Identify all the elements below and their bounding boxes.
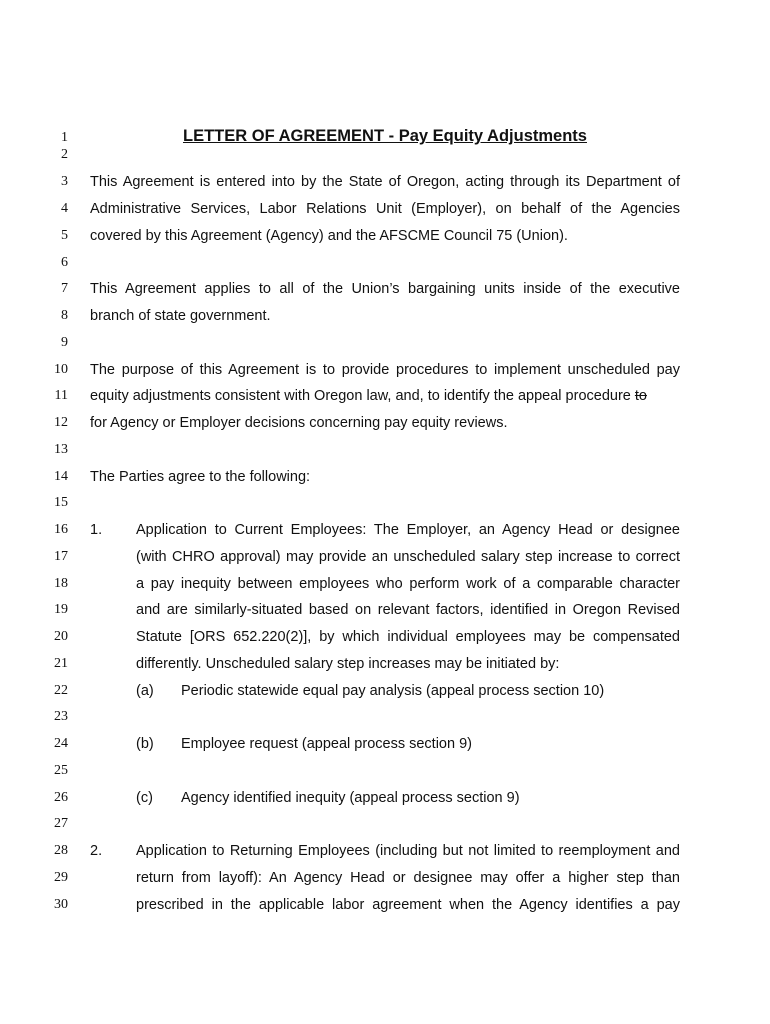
line-number: 11 [54, 388, 68, 403]
line-number: 17 [54, 549, 68, 564]
line-number: 22 [54, 683, 68, 698]
paragraph-text: equity adjustments consistent with Oregon law, and, to identify the appeal procedure [90, 388, 635, 404]
item-line: prescribed in the applicable labor agreement when the Agency identifies a pay [136, 897, 680, 913]
paragraph-line: The purpose of this Agreement is to provide procedures to implement unscheduled pay [90, 362, 680, 378]
paragraph-line [90, 387, 647, 405]
line-number: 19 [54, 602, 68, 617]
item-line: (with CHRO approval) may provide an unscheduled salary step increase to correct [136, 549, 680, 565]
item-line: return from layoff): An Agency Head or designee may offer a higher step than [136, 870, 680, 886]
paragraph-line: for Agency or Employer decisions concerning pay equity reviews. [90, 415, 508, 431]
line-number: 9 [61, 335, 68, 350]
line-number: 26 [54, 790, 68, 805]
line-number: 15 [54, 495, 68, 510]
line-number: 16 [54, 522, 68, 537]
line-number: 21 [54, 656, 68, 671]
line-number: 14 [54, 469, 68, 484]
line-number: 12 [54, 415, 68, 430]
line-number: 30 [54, 897, 68, 912]
line-number: 29 [54, 870, 68, 885]
line-number: 1 [61, 130, 68, 145]
line-number: 2 [61, 147, 68, 162]
line-number: 28 [54, 843, 68, 858]
item-line: Application to Current Employees: The Employer, an Agency Head or designee [136, 522, 680, 538]
subitem-label: (c) [136, 790, 153, 806]
struck-text: to [634, 388, 647, 404]
paragraph-line: This Agreement is entered into by the State of Oregon, acting through its Department of [90, 174, 680, 190]
paragraph-line: Administrative Services, Labor Relations Unit (Employer), on behalf of the Agencies [90, 201, 680, 217]
document-title: LETTER OF AGREEMENT - Pay Equity Adjustments [183, 127, 587, 145]
subitem-label: (a) [136, 683, 154, 699]
line-number: 20 [54, 629, 68, 644]
line-number: 23 [54, 709, 68, 724]
line-number: 10 [54, 362, 68, 377]
item-line: a pay inequity between employees who perform work of a comparable character [136, 576, 680, 592]
line-number: 18 [54, 576, 68, 591]
item-number: 1. [90, 522, 103, 538]
subitem-label: (b) [136, 736, 154, 752]
paragraph-line: This Agreement applies to all of the Union’s bargaining units inside of the executive [90, 281, 680, 297]
line-number: 7 [61, 281, 68, 296]
subitem-text: Employee request (appeal process section 9) [181, 736, 472, 752]
item-line: and are similarly-situated based on relevant factors, identified in Oregon Revised [136, 602, 680, 618]
subitem-text: Agency identified inequity (appeal process section 9) [181, 790, 520, 806]
item-number: 2. [90, 843, 103, 859]
line-number: 24 [54, 736, 68, 751]
paragraph-line: The Parties agree to the following: [90, 469, 311, 485]
line-number: 25 [54, 763, 68, 778]
item-line: Application to Returning Employees (including but not limited to reemployment and [136, 843, 680, 859]
item-line: differently. Unscheduled salary step increases may be initiated by: [136, 656, 560, 672]
paragraph-line: branch of state government. [90, 308, 271, 324]
line-number: 6 [61, 255, 68, 270]
line-number: 4 [61, 201, 68, 216]
line-number: 3 [61, 174, 68, 189]
paragraph-line: covered by this Agreement (Agency) and the AFSCME Council 75 (Union). [90, 228, 568, 244]
line-number: 5 [61, 228, 68, 243]
item-line: Statute [ORS 652.220(2)], by which individual employees may be compensated [136, 629, 680, 645]
subitem-text: Periodic statewide equal pay analysis (appeal process section 10) [181, 683, 605, 699]
line-number: 13 [54, 442, 68, 457]
line-number: 27 [54, 816, 68, 831]
line-number: 8 [61, 308, 68, 323]
